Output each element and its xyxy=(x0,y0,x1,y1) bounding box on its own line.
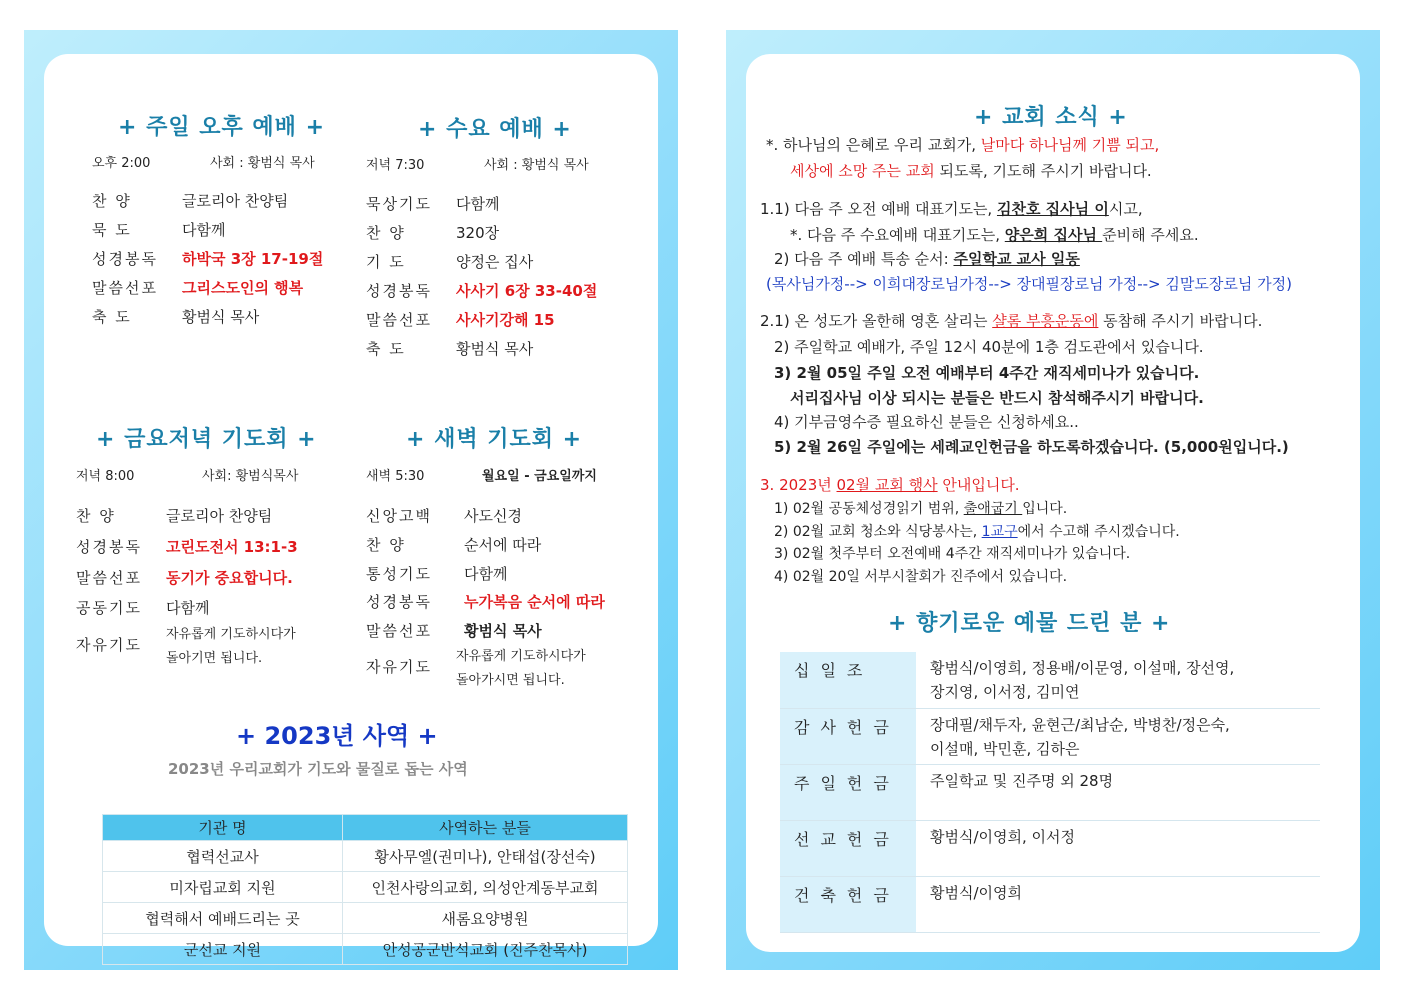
ministry-people: 새롬요양병원 xyxy=(343,903,628,934)
dawn-free-prayer-line2: 돌아가시면 됩니다. xyxy=(456,673,565,688)
ministry-title: + 2023년 사역 + xyxy=(236,722,438,750)
ministry-people: 인천사랑의교회, 의성안계동부교회 xyxy=(343,872,628,903)
news-item: 2) 주일학교 예배가, 주일 12시 40분에 1층 검도관에서 있습니다. xyxy=(774,338,1204,356)
news-item: 1.1) 다음 주 오전 예배 대표기도는, 김찬호 집사님 이시고, xyxy=(760,200,1143,218)
table-row xyxy=(780,764,1320,820)
offering-category: 선교헌금 xyxy=(780,820,916,876)
sunday-item: 성경봉독 하박국 3장 17-19절 xyxy=(92,250,324,268)
news-item: 서리집사님 이상 되시는 분들은 반드시 참석해주시기 바랍니다. xyxy=(790,389,1204,407)
friday-free-prayer-line2: 돌아기면 됩니다. xyxy=(166,651,263,666)
news-item: 5) 2월 26일 주일에는 세례교인헌금을 하도록하겠습니다. (5,000원입니다.) xyxy=(774,438,1289,456)
friday-item: 공동기도 다함께 xyxy=(76,599,210,617)
ministry-people: 황사무엘(권미나), 안태섭(장선숙) xyxy=(343,841,628,872)
friday-item: 말씀선포 동기가 중요합니다. xyxy=(76,569,293,587)
table-row xyxy=(103,934,628,965)
sunday-host: 사회 : 황범식 목사 xyxy=(210,156,315,171)
wednesday-item: 말씀선포 사사기강해 15 xyxy=(366,311,555,329)
ministry-table-header xyxy=(103,815,628,841)
event-item: 2) 02월 교회 청소와 식당봉사는, 1교구에서 수고해 주시겠습니다. xyxy=(774,524,1180,540)
right-page xyxy=(726,30,1380,970)
offering-category: 주일헌금 xyxy=(780,764,916,820)
event-item: 4) 02월 20일 서부시찰회가 진주에서 있습니다. xyxy=(774,569,1068,585)
offering-category: 감사헌금 xyxy=(780,708,916,764)
right-card xyxy=(746,54,1360,952)
sunday-item: 말씀선포 그리스도인의 행복 xyxy=(92,279,304,297)
ministry-header-org: 기관 명 xyxy=(103,815,343,841)
table-row xyxy=(780,820,1320,876)
table-row xyxy=(103,903,628,934)
ministry-people: 안성공군반석교회 (진주찬목사) xyxy=(343,934,628,965)
event-item: 3) 02월 첫주부터 오전예배 4주간 재직세미나가 있습니다. xyxy=(774,546,1131,562)
news-item: 4) 기부금영수증 필요하신 분들은 신청하세요.. xyxy=(774,413,1079,431)
dawn-title: + 새벽 기도회 + xyxy=(406,427,583,452)
table-row xyxy=(780,708,1320,764)
friday-free-prayer-line1: 자유롭게 기도하시다가 xyxy=(166,627,296,642)
sunday-title: + 주일 오후 예배 + xyxy=(118,115,326,140)
wednesday-item: 찬 양 320장 xyxy=(366,224,500,242)
news-route: (목사님가정--> 이희대장로님가정--> 장대필장로님 가정--> 김말도장로님 가정) xyxy=(766,275,1292,293)
ministry-org: 협력선교사 xyxy=(103,841,343,872)
ministry-org: 협력해서 예배드리는 곳 xyxy=(103,903,343,934)
wednesday-item: 묵상기도 다함께 xyxy=(366,195,500,213)
friday-item: 성경봉독 고린도전서 13:1-3 xyxy=(76,538,298,556)
dawn-item: 신앙고백 사도신경 xyxy=(366,507,522,525)
news-intro-2: 세상에 소망 주는 교회 되도록, 기도해 주시기 바랍니다. xyxy=(790,162,1152,180)
dawn-time: 새벽 5:30 xyxy=(366,469,425,484)
news-item: 2.1) 온 성도가 올한해 영혼 살리는 샬롬 부흥운동에 동참해 주시기 바랍니다. xyxy=(760,312,1263,330)
news-item: *. 다음 주 수요예배 대표기도는, 양은희 집사님 준비해 주세요. xyxy=(790,226,1199,244)
ministry-org: 미자립교회 지원 xyxy=(103,872,343,903)
table-row xyxy=(103,872,628,903)
dawn-item: 통성기도 다함께 xyxy=(366,565,508,583)
news-title: + 교회 소식 + xyxy=(974,105,1128,130)
friday-time: 저녁 8:00 xyxy=(76,469,135,484)
sunday-item: 묵 도 다함께 xyxy=(92,221,226,239)
ministry-subtitle: 2023년 우리교회가 기도와 물질로 돕는 사역 xyxy=(168,760,468,778)
dawn-free-prayer-line1: 자유롭게 기도하시다가 xyxy=(456,649,586,664)
offering-category: 건축헌금 xyxy=(780,876,916,932)
dawn-item: 말씀선포 황범식 목사 xyxy=(366,622,542,640)
table-row xyxy=(103,841,628,872)
news-intro: *. 하나님의 은혜로 우리 교회가, 날마다 하나님께 기쁨 되고, xyxy=(766,136,1160,154)
offering-names: 황범식/이영희, 정용배/이문영, 이설매, 장선영, 장지영, 이서정, 김미연 xyxy=(916,652,1320,708)
dawn-item: 자유기도 xyxy=(366,658,432,676)
ministry-org: 군선교 지원 xyxy=(103,934,343,965)
wednesday-item: 기 도 양정은 집사 xyxy=(366,253,534,271)
ministry-header-people: 사역하는 분들 xyxy=(343,815,628,841)
table-row xyxy=(780,876,1320,932)
dawn-item: 성경봉독 누가복음 순서에 따라 xyxy=(366,593,605,611)
table-row xyxy=(780,652,1320,708)
friday-item: 찬 양 글로리아 찬양팀 xyxy=(76,507,273,525)
friday-host: 사회: 황범식목사 xyxy=(202,469,299,484)
offering-category: 십일조 xyxy=(780,652,916,708)
wednesday-time: 저녁 7:30 xyxy=(366,158,425,173)
friday-item: 자유기도 xyxy=(76,636,142,654)
event-item: 1) 02월 공동체성경읽기 범위, 출애굽기 입니다. xyxy=(774,501,1068,517)
offering-names: 황범식/이영희, 이서정 xyxy=(916,820,1320,876)
wednesday-item: 축 도 황범식 목사 xyxy=(366,340,534,358)
news-item: 2) 다음 주 예배 특송 순서: 주일학교 교사 일동 xyxy=(774,250,1080,268)
sunday-item: 축 도 황범식 목사 xyxy=(92,308,260,326)
left-card xyxy=(44,54,658,959)
wednesday-item: 성경봉독 사사기 6장 33-40절 xyxy=(366,282,598,300)
events-title: 3. 2023년 02월 교회 행사 안내입니다. xyxy=(760,476,1020,494)
friday-title: + 금요저녁 기도회 + xyxy=(96,427,317,452)
sunday-time: 오후 2:00 xyxy=(92,156,151,171)
offering-table xyxy=(780,652,1320,933)
left-page xyxy=(24,30,678,970)
dawn-item: 찬 양 순서에 따라 xyxy=(366,536,542,554)
sunday-item: 찬 양 글로리아 찬양팀 xyxy=(92,192,289,210)
offering-names: 황범식/이영희 xyxy=(916,876,1320,932)
offering-title: + 향기로운 예물 드린 분 + xyxy=(888,611,1171,636)
news-item: 3) 2월 05일 주일 오전 예배부터 4주간 재직세미나가 있습니다. xyxy=(774,364,1200,382)
offering-names: 주일학교 및 진주명 외 28명 xyxy=(916,764,1320,820)
offering-names: 장대필/채두자, 윤현근/최남순, 박병찬/정은숙, 이설매, 박민훈, 김하은 xyxy=(916,708,1320,764)
wednesday-host: 사회 : 황범식 목사 xyxy=(484,158,589,173)
ministry-table xyxy=(102,814,628,965)
wednesday-title: + 수요 예배 + xyxy=(418,117,572,142)
dawn-host: 월요일 - 금요일까지 xyxy=(482,469,597,484)
